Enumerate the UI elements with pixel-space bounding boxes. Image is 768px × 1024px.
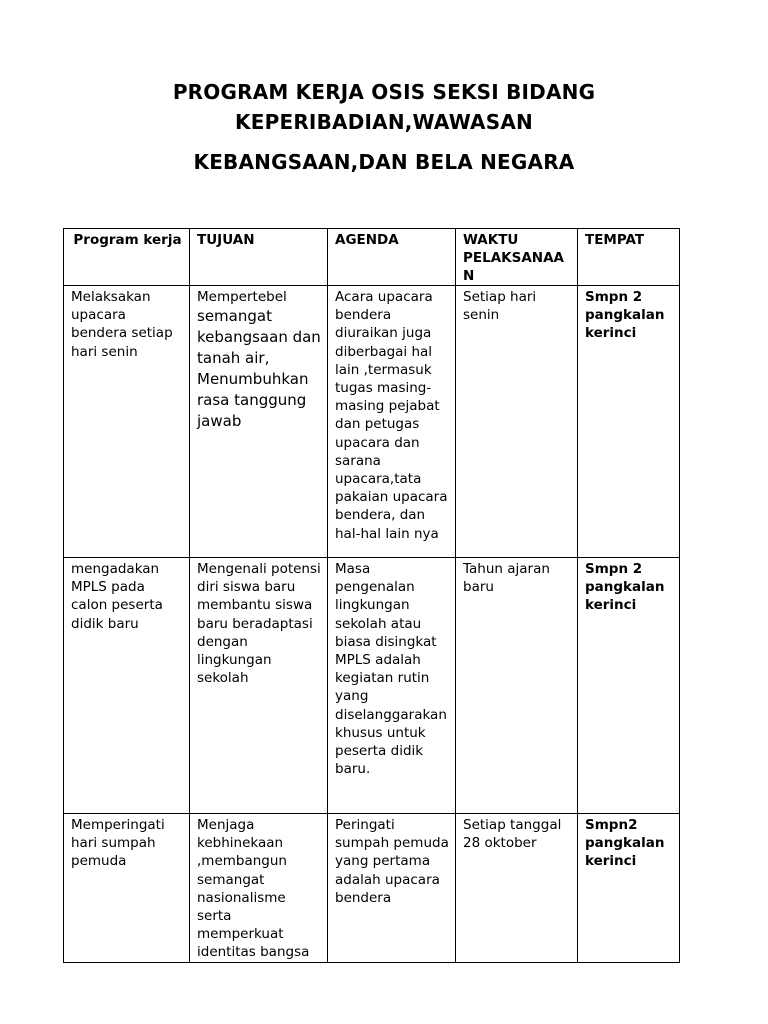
table-row [64,558,680,814]
program-kerja-table [63,228,680,963]
cell-tujuan: Mengenali potensi diri siswa baru membantu siswa baru beradaptasi dengan lingkungan sekolah [190,558,328,814]
document-title-line-1: PROGRAM KERJA OSIS SEKSI BIDANG [172,80,596,104]
cell-waktu: Setiap hari senin [456,286,578,558]
header-agenda: AGENDA [328,229,456,286]
cell-tujuan: Menjaga kebhinekaan ,membangun semangat nasionalisme serta memperkuat identitas bangsa [190,814,328,963]
cell-program: Memperingati hari sumpah pemuda [64,814,190,963]
cell-program: Melaksakan upacara bendera setiap hari senin [64,286,190,558]
header-program-kerja: Program kerja [64,229,190,286]
header-waktu-pelaksanaan: WAKTU PELAKSANAAN [456,229,578,286]
cell-tujuan-rest: semangat kebangsaan dan tanah air, Menumbuhkan rasa tanggung jawab [197,307,321,431]
cell-waktu: Tahun ajaran baru [456,558,578,814]
header-tempat: TEMPAT [578,229,680,286]
cell-agenda: Acara upacara bendera diuraikan juga diberbagai hal lain ,termasuk tugas masing-masing pejabat dan petugas upacara dan sarana upacara,tata pakaian upacara bendera, dan hal-hal lain nya [328,286,456,558]
cell-agenda: Masa pengenalan lingkungan sekolah atau biasa disingkat MPLS adalah kegiatan rutin yang diselanggarakan khusus untuk peserta didik baru. [328,558,456,814]
table-header-row [64,229,680,286]
cell-tempat: Smpn 2 pangkalan kerinci [578,558,680,814]
cell-tujuan-first-line: Mempertebel [197,289,287,305]
cell-tempat: Smpn2 pangkalan kerinci [578,814,680,963]
header-tujuan: TUJUAN [190,229,328,286]
cell-tempat: Smpn 2 pangkalan kerinci [578,286,680,558]
document-title-line-3: KEBANGSAAN,DAN BELA NEGARA [193,150,575,174]
cell-program: mengadakan MPLS pada calon peserta didik baru [64,558,190,814]
cell-agenda: Peringati sumpah pemuda yang pertama adalah upacara bendera [328,814,456,963]
cell-waktu: Setiap tanggal 28 oktober [456,814,578,963]
table-row [64,286,680,558]
cell-tujuan [190,286,328,558]
document-title-line-2: KEPERIBADIAN,WAWASAN [235,110,533,134]
table-row [64,814,680,963]
